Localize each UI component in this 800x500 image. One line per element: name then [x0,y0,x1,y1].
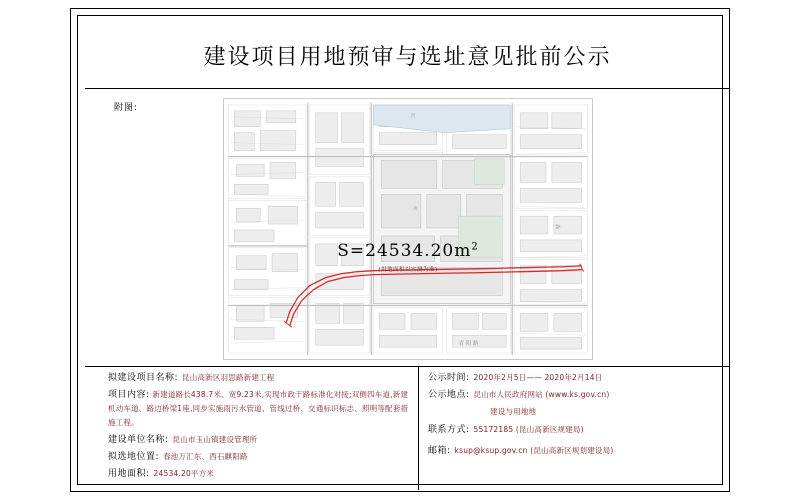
label-build-unit: 建设单位名称: [108,434,169,445]
label-project-content: 项目内容: [108,389,150,400]
info-divider [85,366,730,367]
svg-text:青 阳 路: 青 阳 路 [458,341,479,348]
info-row-build-unit [108,434,413,448]
document-frame [70,8,730,492]
svg-text:河: 河 [410,113,416,119]
value-project-name: 昆山高新区羽思路新建工程 [182,373,275,382]
label-project-name: 拟建设项目名称: [108,373,179,383]
value-location: 春池万汇东、西石麒阳路 [163,451,248,461]
title-band [85,23,730,89]
value-land-area: 24534.20平方米 [153,468,215,478]
info-row-contact [428,424,723,438]
info-row-project-content [108,389,413,431]
label-location: 拟选地位置: [108,451,160,462]
info-row-project-name [108,372,413,386]
svg-text:森: 森 [553,224,560,230]
attachment-label: 附图: [114,103,139,113]
value-email[interactable]: ksup@ksup.gov.cn (昆山高新区规划建设局) [454,446,614,456]
document-inner-frame [77,15,723,485]
label-contact: 联系方式: [428,424,470,435]
label-email: 邮箱: [428,446,451,457]
info-row-email [428,445,723,459]
value-notice-time: 2020年2月5日—— 2020年2月14日 [473,373,603,382]
site-map-drawing [224,99,592,359]
site-area-value: S=24534.20m [337,241,472,261]
info-row-land-area [108,468,413,482]
value-notice-place-line2: 建设与用地地 [490,406,537,416]
info-right-column [428,372,723,462]
value-build-unit: 昆山市玉山镇建设管理所 [172,434,258,444]
site-area-note: (用地面积以实测为准) [378,267,438,273]
info-row-location [108,451,413,465]
site-area-unit-sup: 2 [471,241,479,253]
value-notice-place: 昆山市人民政府网站 (www.ks.gov.cn) [473,389,610,399]
label-notice-place: 公示地点: [428,389,470,400]
info-left-column [108,372,413,485]
value-contact: 55172185 (昆山高新区规建局) [473,424,584,434]
site-map [223,98,593,360]
page-title: 建设项目用地预审与选址意见批前公示 [203,45,612,70]
label-notice-time: 公示时间: [428,373,470,383]
value-project-content: 新建道路长438.7米、宽9.23米,实现市政干路标准化对接;双侧四车道,新建机动车道、路边桥梁1座,同步实施雨污水管道、管线过桥、交通标识标志、照明等配套措施工程。 [108,389,409,427]
label-land-area: 用地面积: [108,468,150,479]
info-vertical-divider [418,366,419,490]
info-row-notice-time [428,372,723,386]
svg-text:黄: 黄 [412,207,418,213]
info-row-notice-place [428,389,723,403]
